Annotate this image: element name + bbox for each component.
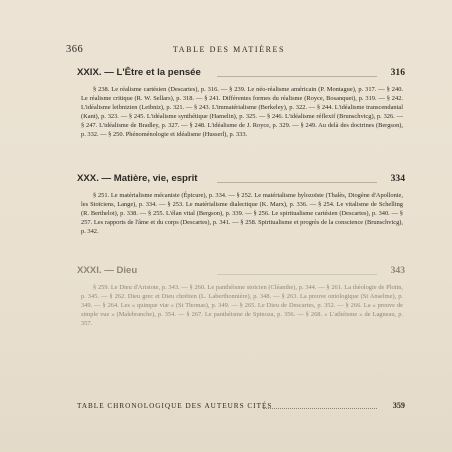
chapter-contents: § 238. Le réalisme cartésien (Descartes), p. 316. — § 239. Le néo-réalisme américain (P. Montague), p. 317. — § 240. Le réalisme critique (R. W. Sellars), p. 318. — § 241. Différentes formes du réalisme (Royce, Bosanquet), p. 319. — § 242. L'idéalisme leibnizien (Leibniz), p. 321. — § 243. L'immatérialisme (Berkeley), p. 322. — § 244. L'idéalisme transcendantal (Kant), p. 323. — § 245. L'idéalisme synthétique (Hamelin), p. 325. — § 246. L'idéalisme réflexif (Brunschvicg), p. 326. — § 247. L'idéalisme de Bradley, p. 327. — § 248. L'idéalisme de J. Royce, p. 329. — § 249. Au delà des doctrines (Bergson), p. 332. — § 250. Phénoménologie et idéalisme (Husserl), p. 333. bbox=[81, 86, 403, 139]
chronological-table-page: 359 bbox=[392, 401, 405, 410]
chapter-page-number: 343 bbox=[390, 265, 405, 276]
chapter-title: XXX. — Matière, vie, esprit bbox=[77, 173, 198, 184]
chapter-page-number: 334 bbox=[390, 173, 405, 184]
chapter-title: XXXI. — Dieu bbox=[77, 265, 138, 276]
chapter-rule bbox=[217, 76, 377, 77]
chapter-rule bbox=[217, 274, 377, 275]
chapter-xxix bbox=[77, 67, 405, 140]
running-head: TABLE DES MATIÈRES bbox=[172, 45, 286, 54]
chapter-xxxi bbox=[77, 265, 405, 328]
chapter-heading bbox=[77, 67, 405, 81]
chapter-rule bbox=[217, 182, 377, 183]
chapter-contents: § 251. Le matérialisme mécaniste (Épicure), p. 334. — § 252. Le matérialisme hylozoïste (Thalès, Diogène d'Apollonie, les Stoïciens, Lange), p. 334. — § 253. Le matérialisme dialectique (K. Marx), p. 336. — § 254. Le vitalisme de Schelling (R. Berthelot), p. 338. — § 255. L'élan vital (Bergson), p. 339. — § 256. Le spiritualisme cartésien (Descartes), p. 340. — § 257. Les rapports de l'âme et du corps (Descartes), p. 341. — § 258. Spiritualisme et progrès de la conscience (Brunschvicg), p. 342. bbox=[81, 192, 403, 236]
chapter-title: XXIX. — L'Être et la pensée bbox=[77, 67, 201, 78]
chapter-page-number: 316 bbox=[390, 67, 405, 78]
dot-leader bbox=[263, 408, 377, 409]
chapter-contents: § 259. Le Dieu d'Aristote, p. 343. — § 260. Le panthéisme stoïcien (Cléanthe), p. 344. — § 261. La théologie de Plotin, p. 345. — § 262. Dieu grec et Dieu chrétien (L. Laberthonnière), p. 348. — § 263. La preuve ontologique (St Anselme), p. 349. — § 264. Les « quinque viæ » (St Thomas), p. 349. — § 265. Le Dieu de Descartes, p. 352. — § 266. La « preuve de simple vue » (Malebranche), p. 354. — § 267. Le panthéisme de Spinoza, p. 356. — § 268. « L'athéisme » de Lagneau, p. 357. bbox=[81, 284, 403, 328]
chapter-xxx bbox=[77, 173, 405, 236]
chronological-table-entry bbox=[77, 402, 405, 414]
chapter-heading bbox=[77, 173, 405, 187]
chronological-table-label: TABLE CHRONOLOGIQUE DES AUTEURS CITÉS bbox=[77, 402, 273, 410]
page-number: 366 bbox=[66, 44, 84, 55]
chapter-heading bbox=[77, 265, 405, 279]
page-header bbox=[66, 44, 392, 58]
